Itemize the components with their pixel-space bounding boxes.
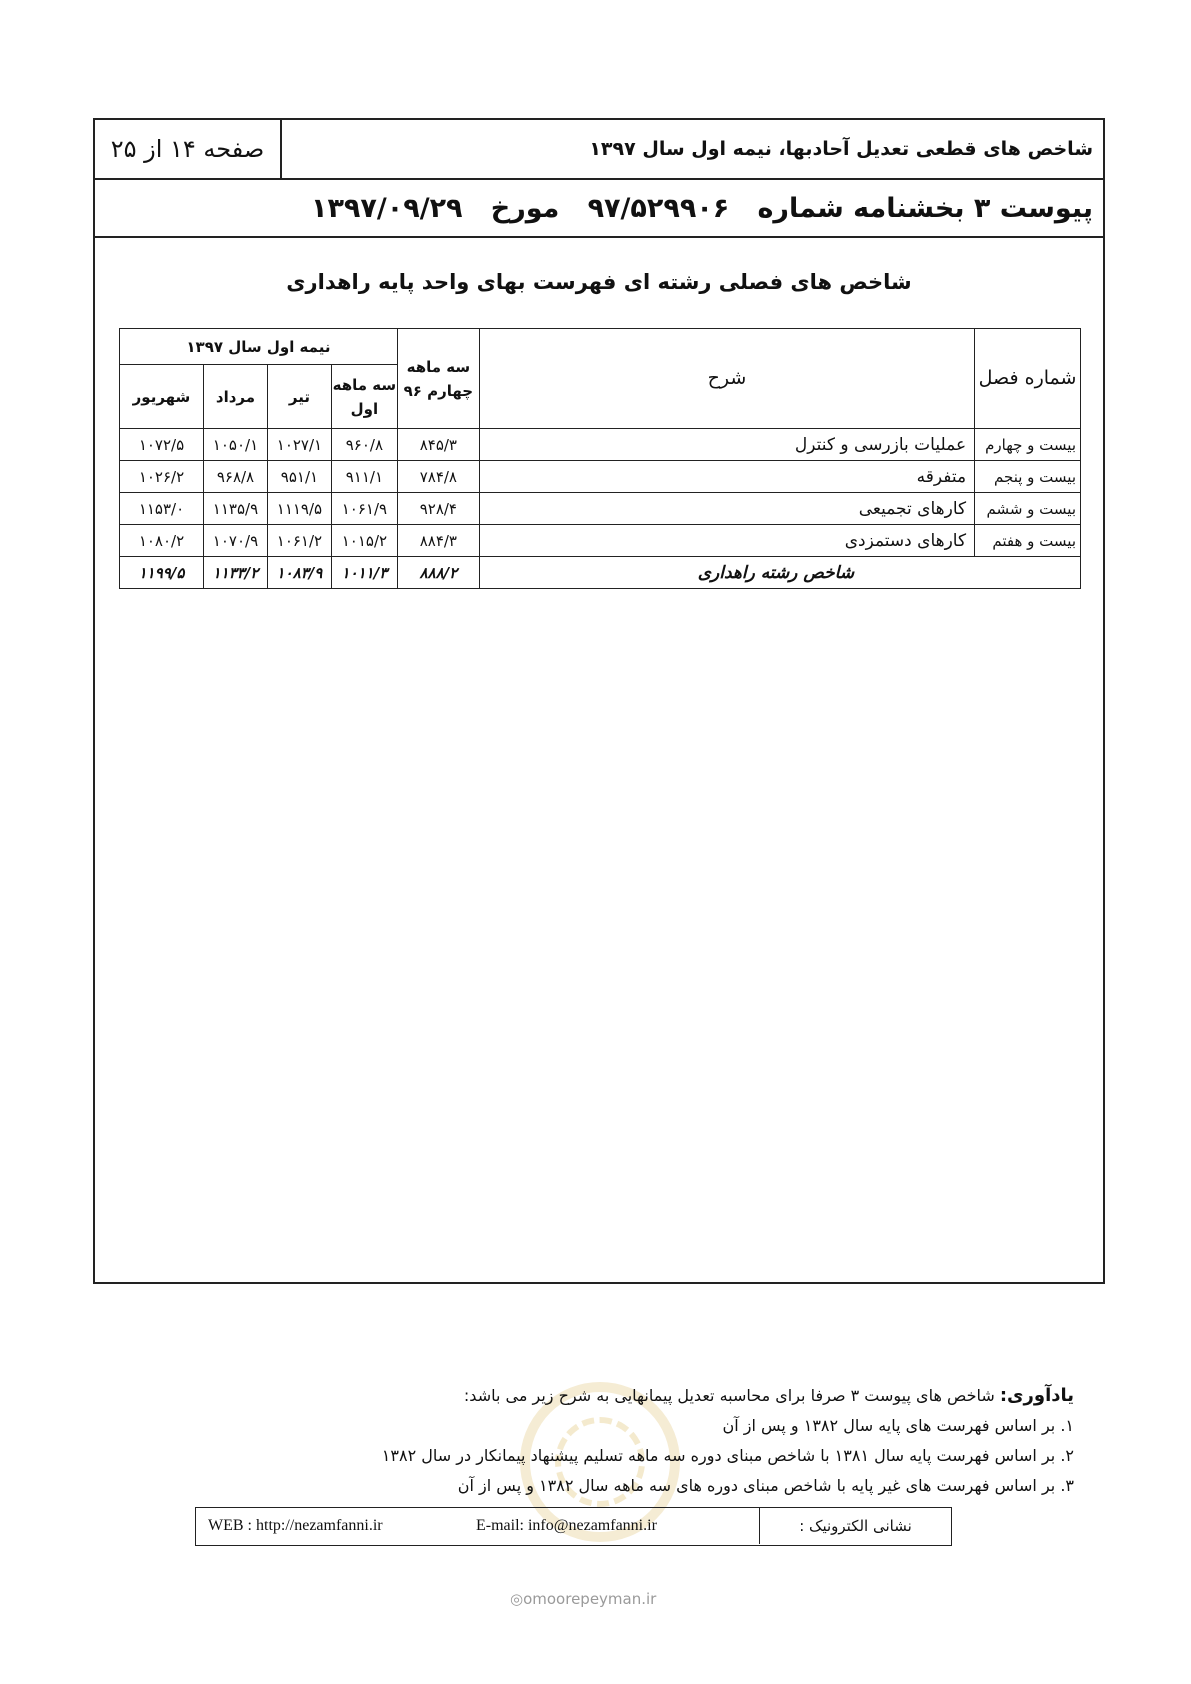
page-number: صفحه ۱۴ از ۲۵ bbox=[95, 120, 282, 178]
cell-q1: ۹۶۰/۸ bbox=[331, 429, 397, 461]
page-frame bbox=[93, 118, 1105, 1284]
notes-label: یادآوری: bbox=[999, 1385, 1074, 1406]
table-row bbox=[120, 429, 1081, 461]
note-item: ۳. بر اساس فهرست های غیر پایه با شاخص مبنای دوره های سه ماهه سال ۱۳۸۲ و پس از آن bbox=[457, 1476, 1074, 1495]
note-item: ۲. بر اساس فهرست پایه سال ۱۳۸۱ با شاخص مبنای دوره سه ماهه تسلیم پیشنهاد پیمانکار در سال ۱۳۸۲ bbox=[381, 1446, 1074, 1465]
cell-q4-96: ۷۸۴/۸ bbox=[397, 461, 479, 493]
cell-mordad: ۱۰۵۰/۱ bbox=[203, 429, 267, 461]
cell-q4-96: ۸۴۵/۳ bbox=[397, 429, 479, 461]
header-subtitle: پیوست ۳ بخشنامه شماره ۹۷/۵۲۹۹۰۶ مورخ ۱۳۹۷/۰۹/۲۹ bbox=[95, 180, 1103, 238]
watermark-site bbox=[510, 1590, 656, 1608]
header-half-1397: نیمه اول سال ۱۳۹۷ bbox=[120, 329, 398, 365]
cell-tir: ۹۵۱/۱ bbox=[267, 461, 331, 493]
cell-description: عملیات بازرسی و کنترل bbox=[479, 429, 974, 461]
header-row bbox=[95, 120, 1103, 180]
cell-total-mordad: ۱۱۳۳/۲ bbox=[203, 557, 267, 589]
site-icon: ◎ bbox=[510, 1590, 524, 1608]
index-table bbox=[119, 328, 1081, 589]
contact-web[interactable]: WEB : http://nezamfanni.ir bbox=[208, 1517, 383, 1534]
cell-q4-96: ۹۲۸/۴ bbox=[397, 493, 479, 525]
cell-tir: ۱۰۶۱/۲ bbox=[267, 525, 331, 557]
cell-q1: ۹۱۱/۱ bbox=[331, 461, 397, 493]
note-item: ۱. بر اساس فهرست های پایه سال ۱۳۸۲ و پس از آن bbox=[722, 1416, 1074, 1435]
header-title: شاخص های قطعی تعدیل آحادبها، نیمه اول سال ۱۳۹۷ bbox=[589, 138, 1093, 160]
header-description: شرح bbox=[479, 329, 974, 429]
cell-total-q1: ۱۰۱۱/۳ bbox=[331, 557, 397, 589]
cell-total-tir: ۱۰۸۳/۹ bbox=[267, 557, 331, 589]
cell-shahrivar: ۱۰۸۰/۲ bbox=[120, 525, 204, 557]
cell-mordad: ۹۶۸/۸ bbox=[203, 461, 267, 493]
cell-chapter: بیست و هفتم bbox=[975, 525, 1081, 557]
cell-description: متفرقه bbox=[479, 461, 974, 493]
cell-mordad: ۱۰۷۰/۹ bbox=[203, 525, 267, 557]
contact-box bbox=[195, 1507, 952, 1546]
table-title: شاخص های فصلی رشته ای فهرست بهای واحد پایه راهداری bbox=[286, 270, 912, 294]
total-row bbox=[120, 557, 1081, 589]
cell-tir: ۱۱۱۹/۵ bbox=[267, 493, 331, 525]
cell-tir: ۱۰۲۷/۱ bbox=[267, 429, 331, 461]
notes-intro-text: شاخص های پیوست ۳ صرفا برای محاسبه تعدیل پیمانهایی به شرح زیر می باشد: bbox=[463, 1386, 1000, 1405]
table-row bbox=[120, 493, 1081, 525]
header-q1: سه ماهه اول bbox=[331, 365, 397, 429]
contact-label: نشانی الکترونیک : bbox=[759, 1508, 951, 1544]
cell-description: کارهای دستمزدی bbox=[479, 525, 974, 557]
cell-total-description: شاخص رشته راهداری bbox=[479, 557, 1080, 589]
cell-mordad: ۱۱۳۵/۹ bbox=[203, 493, 267, 525]
cell-q4-96: ۸۸۴/۳ bbox=[397, 525, 479, 557]
header-chapter: شماره فصل bbox=[975, 329, 1081, 429]
cell-chapter: بیست و پنجم bbox=[975, 461, 1081, 493]
cell-shahrivar: ۱۰۷۲/۵ bbox=[120, 429, 204, 461]
watermark-site-text: omoorepeyman.ir bbox=[523, 1590, 657, 1608]
cell-total-shahrivar: ۱۱۹۹/۵ bbox=[120, 557, 204, 589]
notes-intro bbox=[314, 1381, 1074, 1411]
cell-description: کارهای تجمیعی bbox=[479, 493, 974, 525]
cell-chapter: بیست و ششم bbox=[975, 493, 1081, 525]
cell-shahrivar: ۱۱۵۳/۰ bbox=[120, 493, 204, 525]
header-q4-96: سه ماهه چهارم ۹۶ bbox=[397, 329, 479, 429]
cell-q1: ۱۰۶۱/۹ bbox=[331, 493, 397, 525]
header-tir: تیر bbox=[267, 365, 331, 429]
header-mordad: مرداد bbox=[203, 365, 267, 429]
contact-email[interactable]: E-mail: info@nezamfanni.ir bbox=[476, 1517, 657, 1534]
cell-shahrivar: ۱۰۲۶/۲ bbox=[120, 461, 204, 493]
header-shahrivar: شهریور bbox=[120, 365, 204, 429]
cell-q1: ۱۰۱۵/۲ bbox=[331, 525, 397, 557]
table-row bbox=[120, 525, 1081, 557]
notes bbox=[314, 1381, 1074, 1501]
cell-total-q4-96: ۸۸۸/۲ bbox=[397, 557, 479, 589]
cell-chapter: بیست و چهارم bbox=[975, 429, 1081, 461]
table-row bbox=[120, 461, 1081, 493]
